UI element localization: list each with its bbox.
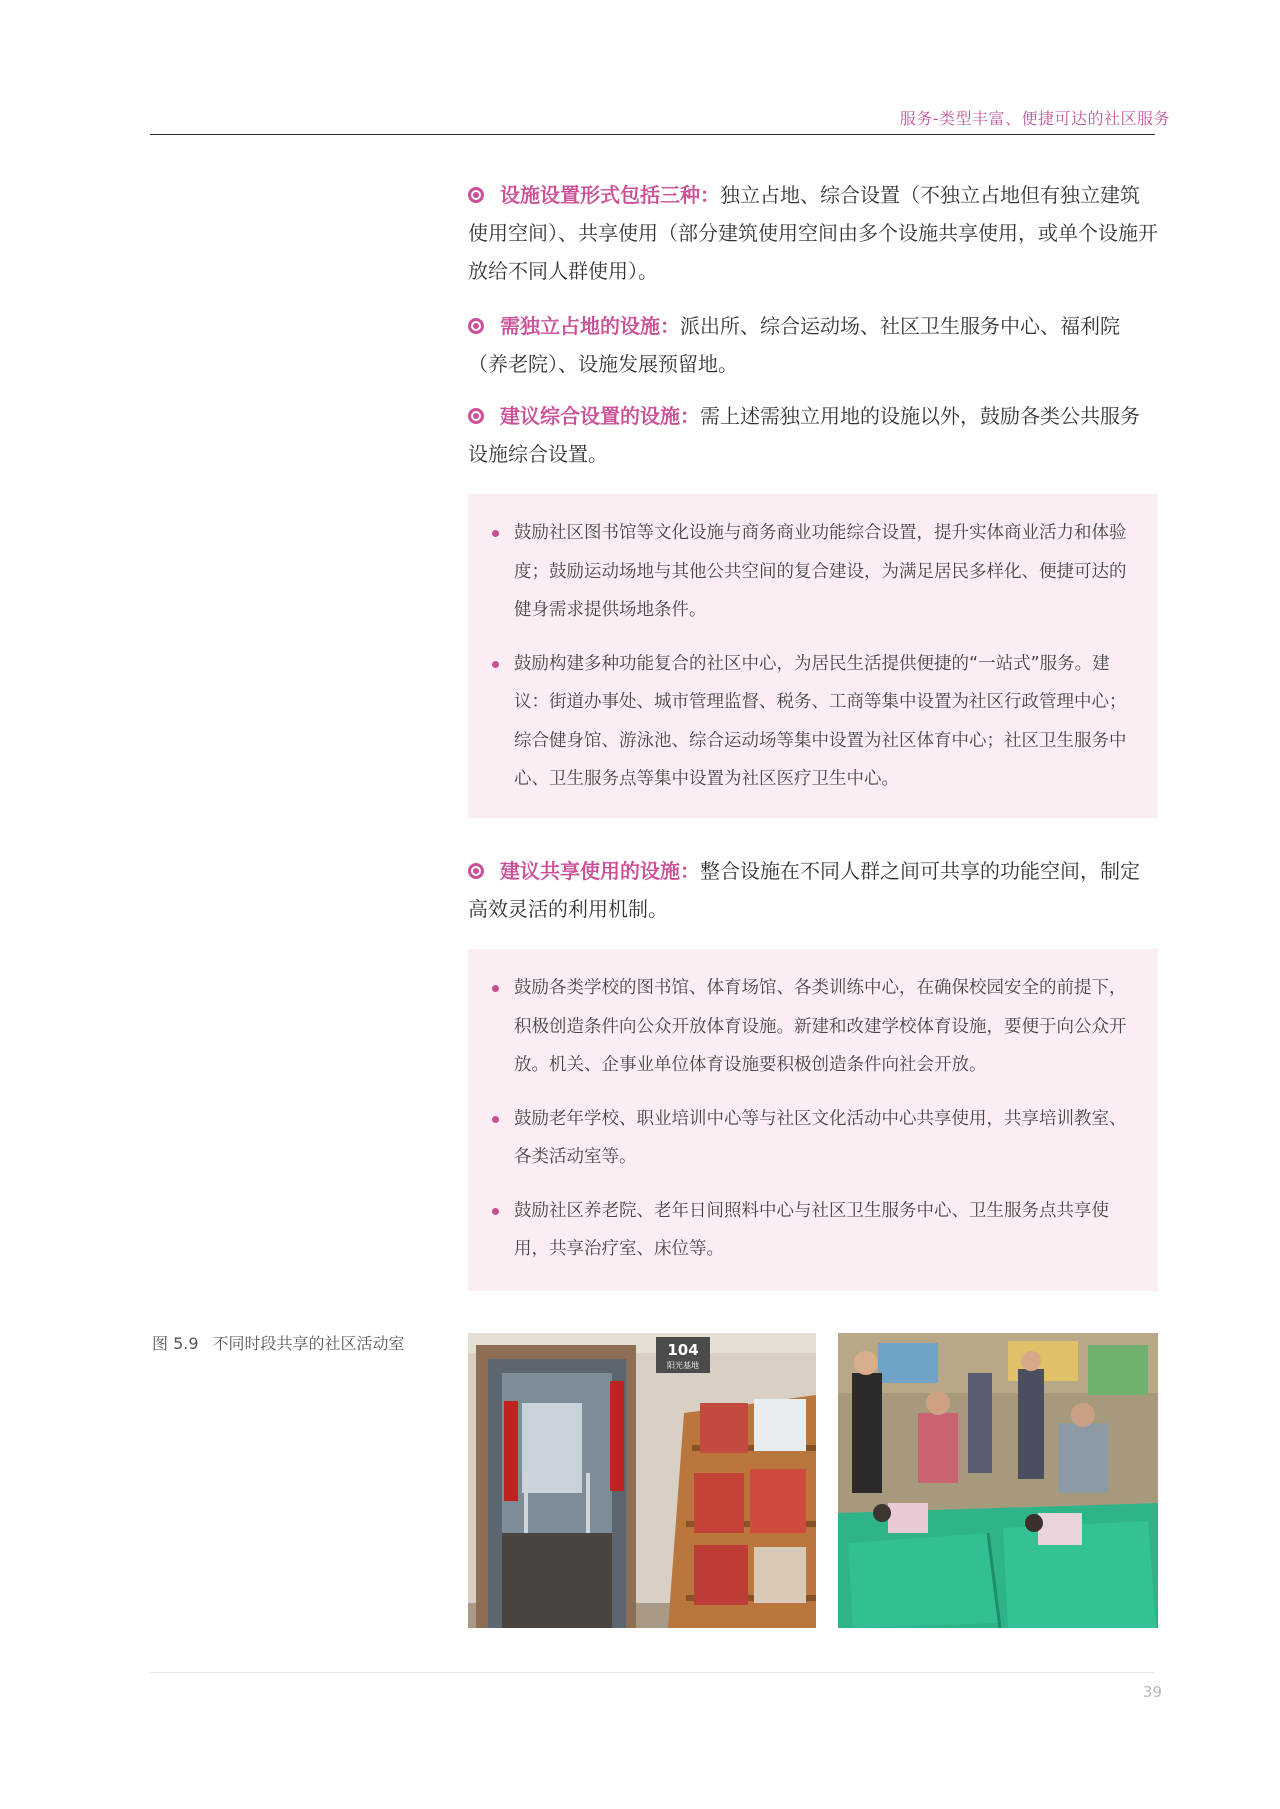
dot-bullet-icon	[492, 1208, 499, 1215]
box-item-text: 鼓励社区图书馆等文化设施与商务商业功能综合设置，提升实体商业活力和体验度；鼓励运动场地与其他公共空间的复合建设，为满足居民多样化、便捷可达的健身需求提供场地条件。	[514, 523, 1127, 620]
box-list-item	[492, 969, 1132, 1085]
recommendation-box-shared	[468, 949, 1158, 1291]
box-list-item	[492, 514, 1132, 630]
room-name-sign: 阳光基地	[667, 1361, 699, 1370]
box-list-item	[492, 1100, 1132, 1177]
box-item-text: 鼓励社区养老院、老年日间照料中心与社区卫生服务中心、卫生服务点共享使用，共享治疗室、床位等。	[514, 1200, 1109, 1259]
box-item-text: 鼓励各类学校的图书馆、体育场馆、各类训练中心，在确保校园安全的前提下，积极创造条件向公众开放体育设施。新建和改建学校体育设施，要便于向公众开放。机关、企事业单位体育设施要积极创造条件向社会开放。	[514, 978, 1127, 1075]
circle-bullet-icon	[468, 187, 484, 203]
footer-rule	[150, 1672, 1155, 1673]
dot-bullet-icon	[492, 661, 499, 668]
box-item-text: 鼓励老年学校、职业培训中心等与社区文化活动中心共享使用，共享培训教室、各类活动室等。	[514, 1108, 1127, 1167]
figure-number: 图 5.9	[152, 1334, 199, 1353]
page-number: 39	[1142, 1683, 1162, 1701]
item-facility-forms	[468, 176, 1158, 290]
item-independent-land	[468, 307, 1158, 383]
box-list-item	[492, 645, 1132, 799]
running-header: 服务-类型丰富、便捷可达的社区服务	[899, 109, 1170, 128]
item-integrated-facilities	[468, 397, 1158, 473]
photo-children-activity	[838, 1333, 1158, 1628]
dot-bullet-icon	[492, 1116, 499, 1123]
item-shared-facilities	[468, 852, 1158, 928]
item-lead: 设施设置形式包括三种：	[500, 183, 720, 207]
item-lead: 建议综合设置的设施：	[500, 404, 700, 428]
activity-room-door-illustration	[468, 1333, 816, 1628]
item-text: 整合设施在不同人群之间可共享的功能空间，制定高效灵活的利用机制。	[468, 859, 1140, 921]
dot-bullet-icon	[492, 985, 499, 992]
room-number-sign: 104	[667, 1341, 699, 1359]
circle-bullet-icon	[468, 318, 484, 334]
children-activity-illustration	[838, 1333, 1158, 1628]
item-text: 独立占地、综合设置（不独立占地但有独立建筑使用空间）、共享使用（部分建筑使用空间由多个设施共享使用，或单个设施开放给不同人群使用）。	[468, 183, 1158, 283]
circle-bullet-icon	[468, 408, 484, 424]
header-rule	[150, 134, 1155, 135]
figure-caption	[152, 1331, 405, 1354]
item-lead: 需独立占地的设施：	[500, 314, 680, 338]
item-text: 派出所、综合运动场、社区卫生服务中心、福利院（养老院）、设施发展预留地。	[468, 314, 1120, 376]
circle-bullet-icon	[468, 863, 484, 879]
figure-caption-text: 不同时段共享的社区活动室	[212, 1334, 405, 1353]
dot-bullet-icon	[492, 530, 499, 537]
item-text: 需上述需独立用地的设施以外，鼓励各类公共服务设施综合设置。	[468, 404, 1140, 466]
photo-activity-room-door	[468, 1333, 816, 1628]
box-item-text: 鼓励构建多种功能复合的社区中心，为居民生活提供便捷的“一站式”服务。建议：街道办事处、城市管理监督、税务、工商等集中设置为社区行政管理中心；综合健身馆、游泳池、综合运动场等集中设置为社区体育中心；社区卫生服务中心、卫生服务点等集中设置为社区医疗卫生中心。	[514, 653, 1127, 789]
item-lead: 建议共享使用的设施：	[500, 859, 700, 883]
recommendation-box-integrated	[468, 494, 1158, 818]
box-list-item	[492, 1192, 1132, 1269]
